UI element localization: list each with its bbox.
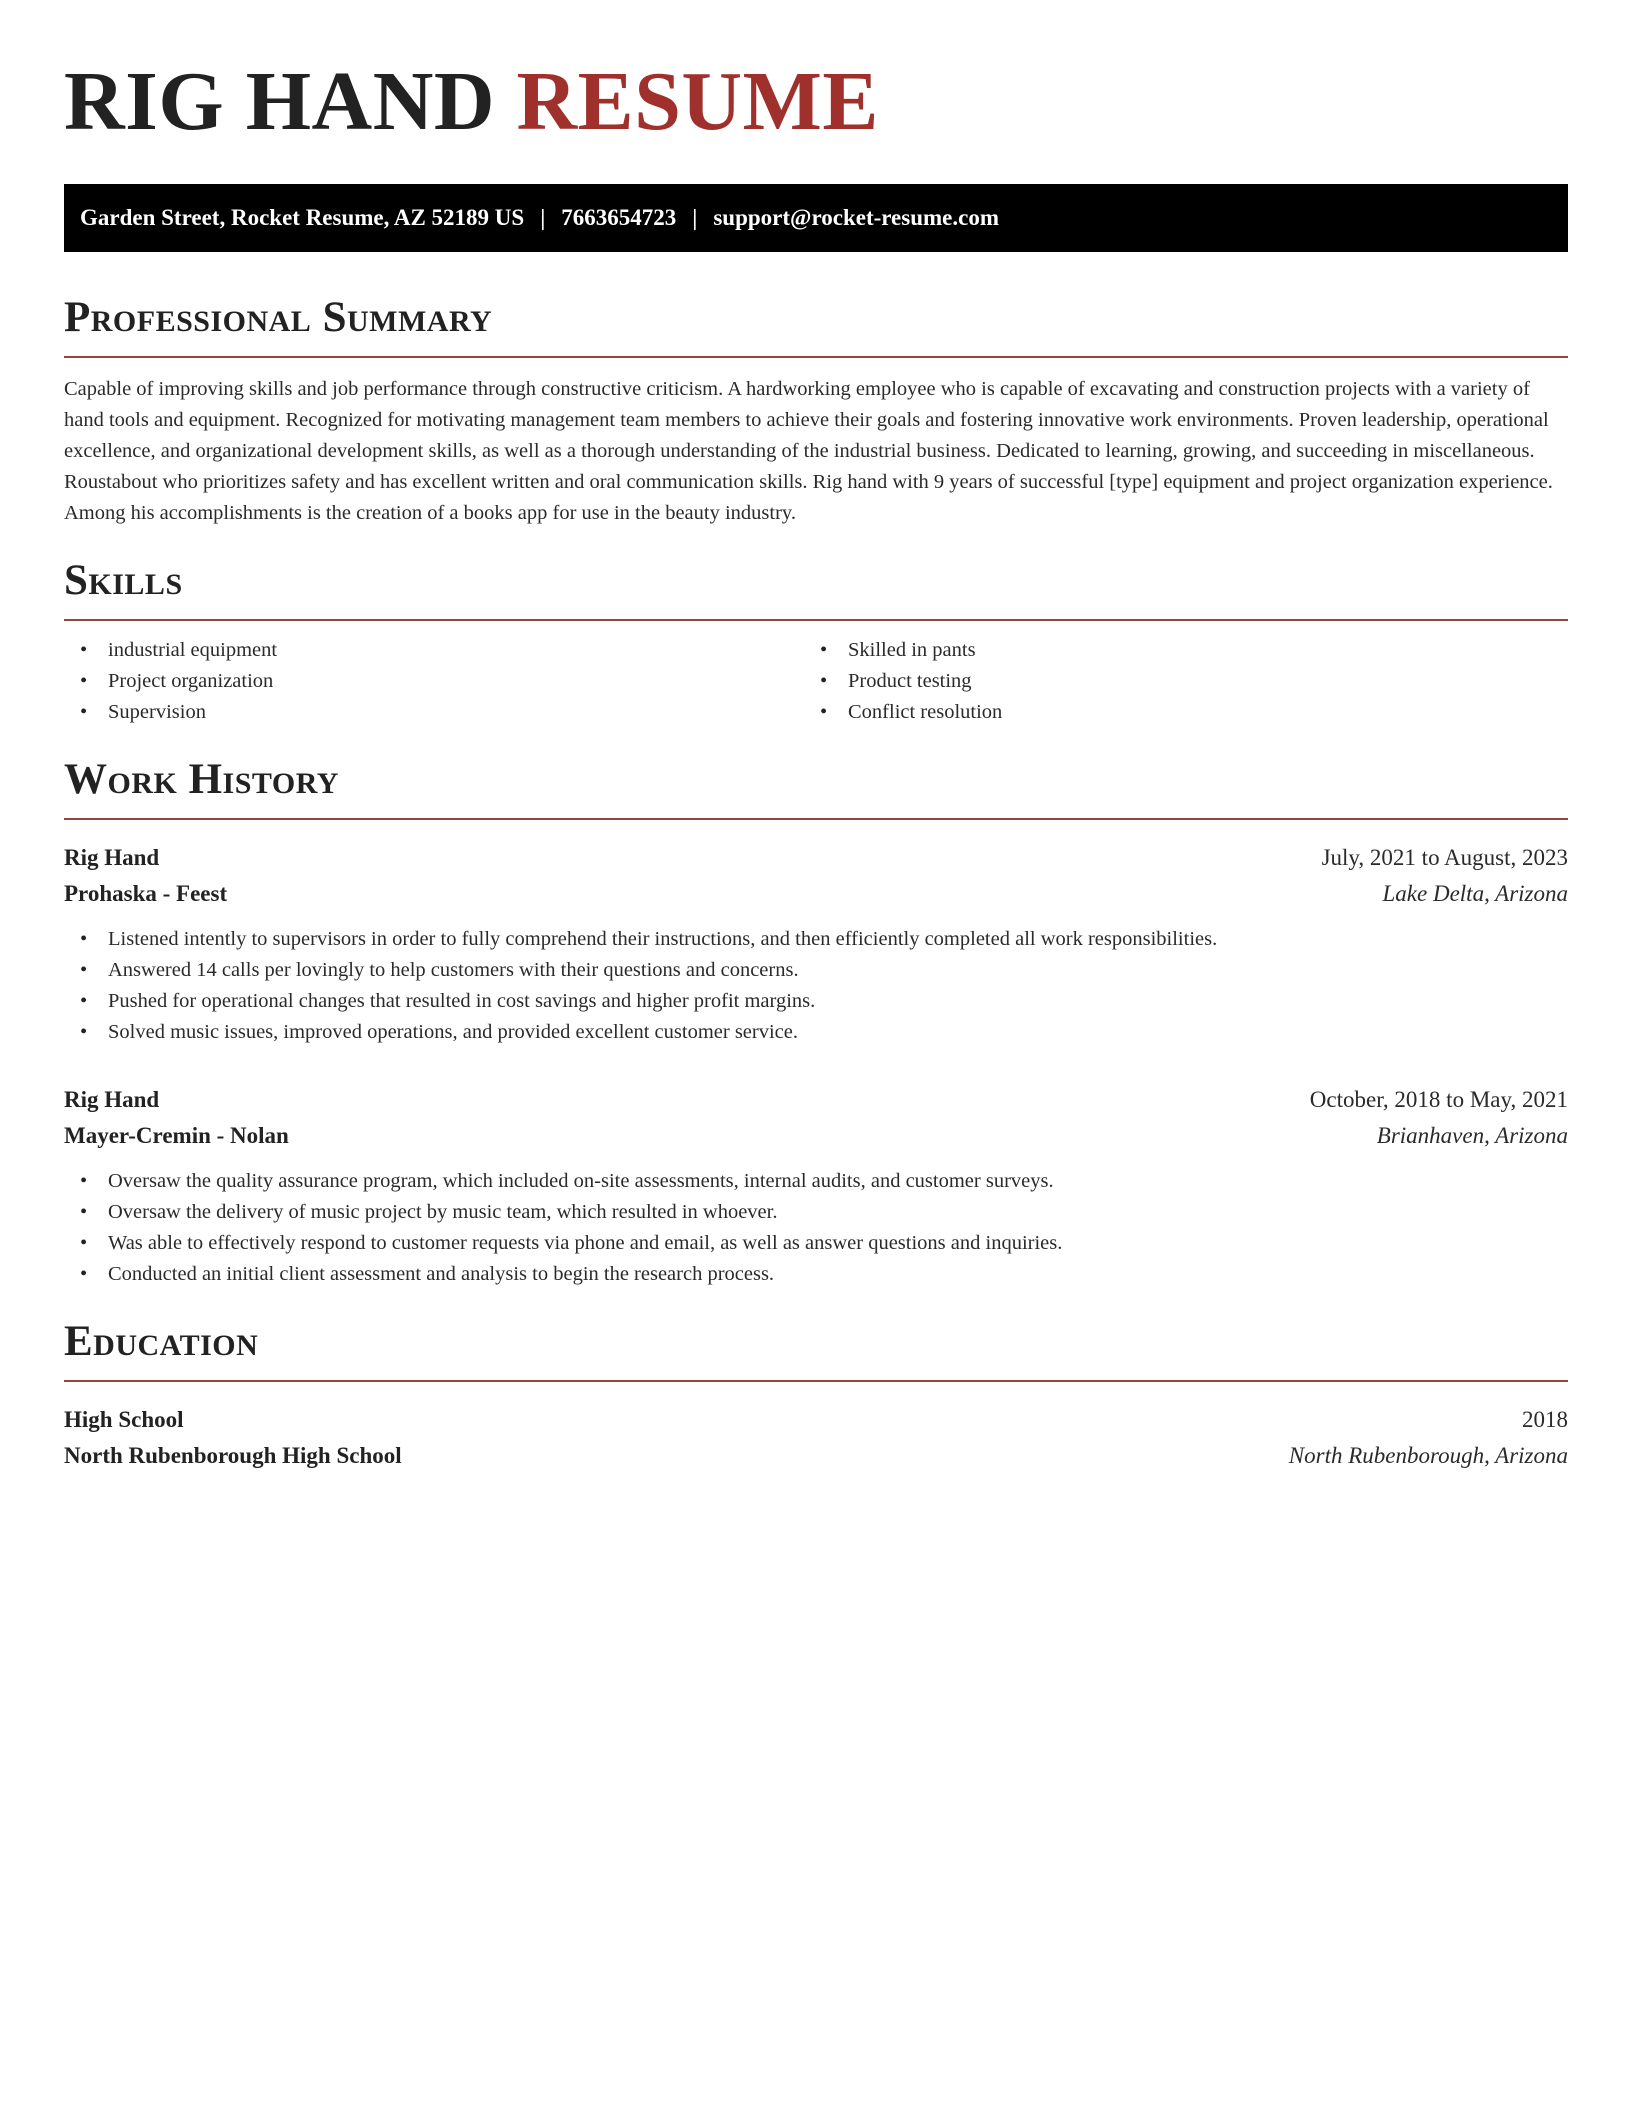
job-header-row bbox=[64, 840, 1568, 876]
job-dates: July, 2021 to August, 2023 bbox=[1321, 845, 1568, 870]
skill-item: • Conflict resolution bbox=[804, 697, 1544, 728]
title-resume-word: RESUME bbox=[516, 55, 879, 148]
job-entry bbox=[64, 1082, 1568, 1290]
job-entry bbox=[64, 840, 1568, 1048]
skill-item: • Product testing bbox=[804, 666, 1544, 697]
section-divider bbox=[64, 356, 1568, 358]
job-bullet: • Answered 14 calls per lovingly to help customers with their questions and concerns. bbox=[64, 955, 1568, 986]
contact-bar bbox=[64, 184, 1568, 252]
resume-title bbox=[64, 54, 1568, 150]
contact-separator: | bbox=[692, 205, 698, 230]
section-heading-summary: Professional Summary bbox=[64, 294, 493, 341]
work-history-section bbox=[64, 754, 1568, 1290]
section-divider bbox=[64, 1380, 1568, 1382]
contact-separator: | bbox=[540, 205, 546, 230]
skill-item: • industrial equipment bbox=[64, 635, 804, 666]
education-entry bbox=[64, 1402, 1568, 1474]
job-company: Prohaska - Feest bbox=[64, 881, 228, 906]
job-bullet: • Solved music issues, improved operations, and provided excellent customer service. bbox=[64, 1017, 1568, 1048]
section-heading-education: Education bbox=[64, 1318, 259, 1365]
job-bullet: • Pushed for operational changes that resulted in cost savings and higher profit margins. bbox=[64, 986, 1568, 1017]
job-responsibilities bbox=[64, 924, 1568, 1048]
job-company-row bbox=[64, 876, 1568, 912]
contact-phone: 7663654723 bbox=[561, 205, 677, 230]
education-section bbox=[64, 1316, 1568, 1474]
job-title: Rig Hand bbox=[64, 1087, 160, 1112]
skills-column-right bbox=[804, 635, 1544, 728]
skill-item: • Project organization bbox=[64, 666, 804, 697]
summary-text: Capable of improving skills and job performance through constructive criticism. A hardworking employee who is capable of excavating and construction projects with a variety of hand tools and equipment. Recognized for motivating management team members to achieve their goals and fostering innovative work environments. Proven leadership, operational excellence, and organizational development skills, as well as a thorough understanding of the industrial business. Dedicated to learning, growing, and succeeding in miscellaneous. Roustabout who prioritizes safety and has excellent written and oral communication skills. Rig hand with 9 years of successful [type] equipment and project organization experience. Among his accomplishments is the creation of a books app for use in the beauty industry. bbox=[64, 378, 1553, 524]
job-bullet: • Oversaw the delivery of music project by music team, which resulted in whoever. bbox=[64, 1197, 1568, 1228]
skills-section bbox=[64, 555, 1568, 728]
skills-list bbox=[64, 635, 1568, 728]
education-location: North Rubenborough, Arizona bbox=[1288, 1443, 1568, 1468]
job-responsibilities bbox=[64, 1166, 1568, 1290]
contact-address: Garden Street, Rocket Resume, AZ 52189 US bbox=[80, 205, 525, 230]
job-location: Lake Delta, Arizona bbox=[1382, 881, 1568, 906]
summary-section bbox=[64, 292, 1568, 529]
job-bullet: • Oversaw the quality assurance program, which included on-site assessments, internal audits, and customer surveys. bbox=[64, 1166, 1568, 1197]
education-degree: High School bbox=[64, 1407, 184, 1432]
job-bullet: • Conducted an initial client assessment and analysis to begin the research process. bbox=[64, 1259, 1568, 1290]
title-name: RIG HAND bbox=[64, 55, 496, 148]
skill-item: • Supervision bbox=[64, 697, 804, 728]
job-header-row bbox=[64, 1082, 1568, 1118]
job-company: Mayer-Cremin - Nolan bbox=[64, 1123, 289, 1148]
skill-item: • Skilled in pants bbox=[804, 635, 1544, 666]
skills-column-left bbox=[64, 635, 804, 728]
job-location: Brianhaven, Arizona bbox=[1376, 1123, 1568, 1148]
education-school-row bbox=[64, 1438, 1568, 1474]
job-company-row bbox=[64, 1118, 1568, 1154]
education-header-row bbox=[64, 1402, 1568, 1438]
contact-email: support@rocket-resume.com bbox=[713, 205, 999, 230]
job-bullet: • Listened intently to supervisors in order to fully comprehend their instructions, and then efficiently completed all work responsibilities. bbox=[64, 924, 1568, 955]
section-heading-skills: Skills bbox=[64, 557, 183, 604]
education-school: North Rubenborough High School bbox=[64, 1443, 402, 1468]
section-divider bbox=[64, 619, 1568, 621]
job-bullet: • Was able to effectively respond to customer requests via phone and email, as well as answer questions and inquiries. bbox=[64, 1228, 1568, 1259]
section-heading-work-history: Work History bbox=[64, 756, 339, 803]
section-divider bbox=[64, 818, 1568, 820]
job-title: Rig Hand bbox=[64, 845, 160, 870]
education-year: 2018 bbox=[1522, 1407, 1568, 1432]
job-dates: October, 2018 to May, 2021 bbox=[1309, 1087, 1568, 1112]
